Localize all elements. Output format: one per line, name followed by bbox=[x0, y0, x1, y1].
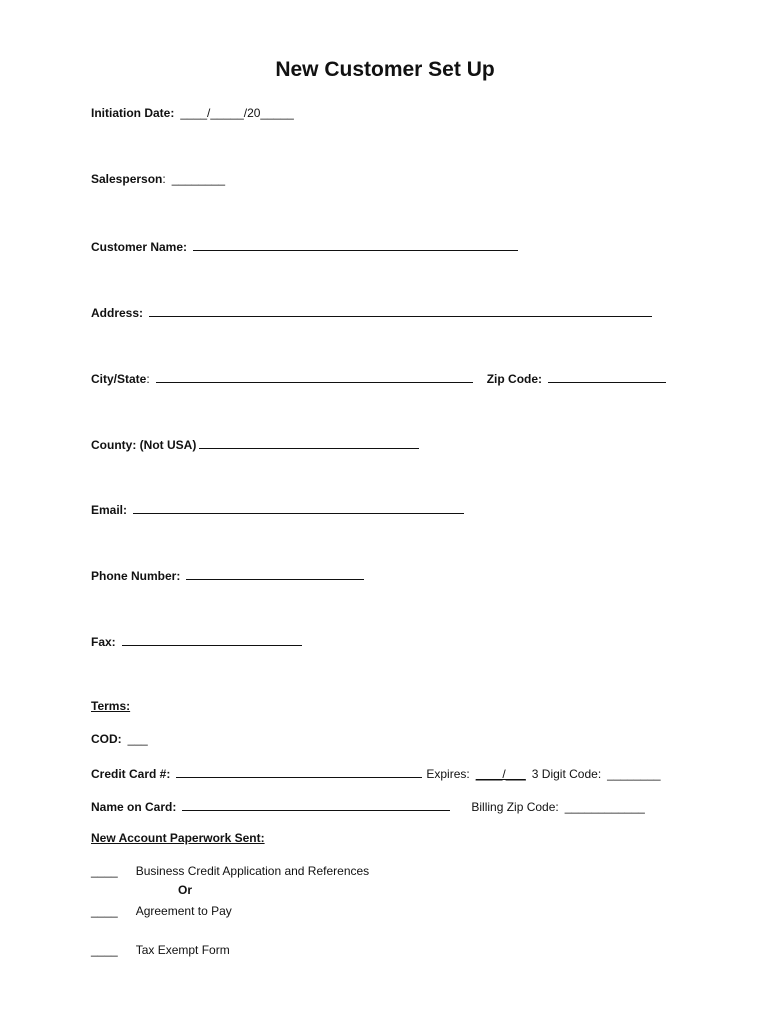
paperwork-item-label: Agreement to Pay bbox=[135, 904, 232, 918]
cod-field[interactable]: ___ bbox=[127, 732, 148, 746]
county-label: County: (Not USA) bbox=[91, 438, 197, 452]
paperwork-checkbox[interactable]: ____ bbox=[91, 864, 118, 878]
paperwork-heading: New Account Paperwork Sent: bbox=[91, 831, 265, 845]
county-field[interactable] bbox=[199, 436, 419, 449]
fax-field[interactable] bbox=[122, 633, 302, 646]
initiation-date-label: Initiation Date: bbox=[91, 106, 175, 120]
salesperson-colon: : bbox=[162, 172, 166, 186]
city-state-colon: : bbox=[146, 372, 150, 386]
phone-label: Phone Number: bbox=[91, 569, 181, 583]
name-on-card-row bbox=[91, 798, 645, 814]
address-label: Address: bbox=[91, 306, 144, 320]
expires-label: Expires: bbox=[426, 767, 470, 781]
phone-row bbox=[91, 567, 364, 583]
credit-card-row bbox=[91, 765, 661, 781]
city-state-field[interactable] bbox=[156, 370, 473, 383]
expires-field[interactable]: ____/___ bbox=[475, 767, 526, 781]
customer-name-label: Customer Name: bbox=[91, 240, 188, 254]
paperwork-checkbox[interactable]: ____ bbox=[91, 904, 118, 918]
or-text: Or bbox=[178, 883, 193, 897]
salesperson-label: Salesperson bbox=[91, 172, 163, 186]
three-digit-field[interactable]: ________ bbox=[607, 767, 661, 781]
paperwork-item-agreement bbox=[91, 904, 232, 918]
initiation-date-row bbox=[91, 106, 294, 120]
cod-label: COD: bbox=[91, 732, 122, 746]
billing-zip-label: Billing Zip Code: bbox=[471, 800, 559, 814]
billing-zip-field[interactable]: ____________ bbox=[564, 800, 645, 814]
customer-name-row bbox=[91, 238, 518, 254]
email-row bbox=[91, 501, 464, 517]
salesperson-row bbox=[91, 172, 225, 186]
name-on-card-label: Name on Card: bbox=[91, 800, 177, 814]
city-state-label: City/State bbox=[91, 372, 147, 386]
salesperson-field[interactable]: ________ bbox=[171, 172, 226, 186]
fax-label: Fax: bbox=[91, 635, 116, 649]
terms-heading: Terms: bbox=[91, 699, 131, 713]
paperwork-item-label: Business Credit Application and References bbox=[135, 864, 370, 878]
initiation-date-field[interactable]: ____/_____/20_____ bbox=[180, 106, 294, 120]
paperwork-item-label: Tax Exempt Form bbox=[135, 943, 230, 957]
paperwork-heading-row bbox=[91, 831, 265, 845]
address-field[interactable] bbox=[149, 304, 652, 317]
zip-code-label: Zip Code: bbox=[486, 372, 543, 386]
address-row bbox=[91, 304, 652, 320]
email-field[interactable] bbox=[133, 501, 464, 514]
customer-name-field[interactable] bbox=[193, 238, 518, 251]
fax-row bbox=[91, 633, 302, 649]
cod-row bbox=[91, 732, 148, 746]
zip-code-field[interactable] bbox=[548, 370, 666, 383]
page-title: New Customer Set Up bbox=[275, 58, 495, 81]
paperwork-item-credit-application bbox=[91, 864, 369, 878]
credit-card-field[interactable] bbox=[176, 765, 422, 778]
terms-heading-row bbox=[91, 699, 130, 713]
three-digit-label: 3 Digit Code: bbox=[531, 767, 602, 781]
name-on-card-field[interactable] bbox=[182, 798, 450, 811]
credit-card-label: Credit Card #: bbox=[91, 767, 171, 781]
phone-field[interactable] bbox=[186, 567, 364, 580]
email-label: Email: bbox=[91, 503, 128, 517]
county-row bbox=[91, 436, 419, 452]
paperwork-checkbox[interactable]: ____ bbox=[91, 943, 118, 957]
paperwork-item-tax-exempt bbox=[91, 943, 230, 957]
city-state-row bbox=[91, 370, 666, 386]
